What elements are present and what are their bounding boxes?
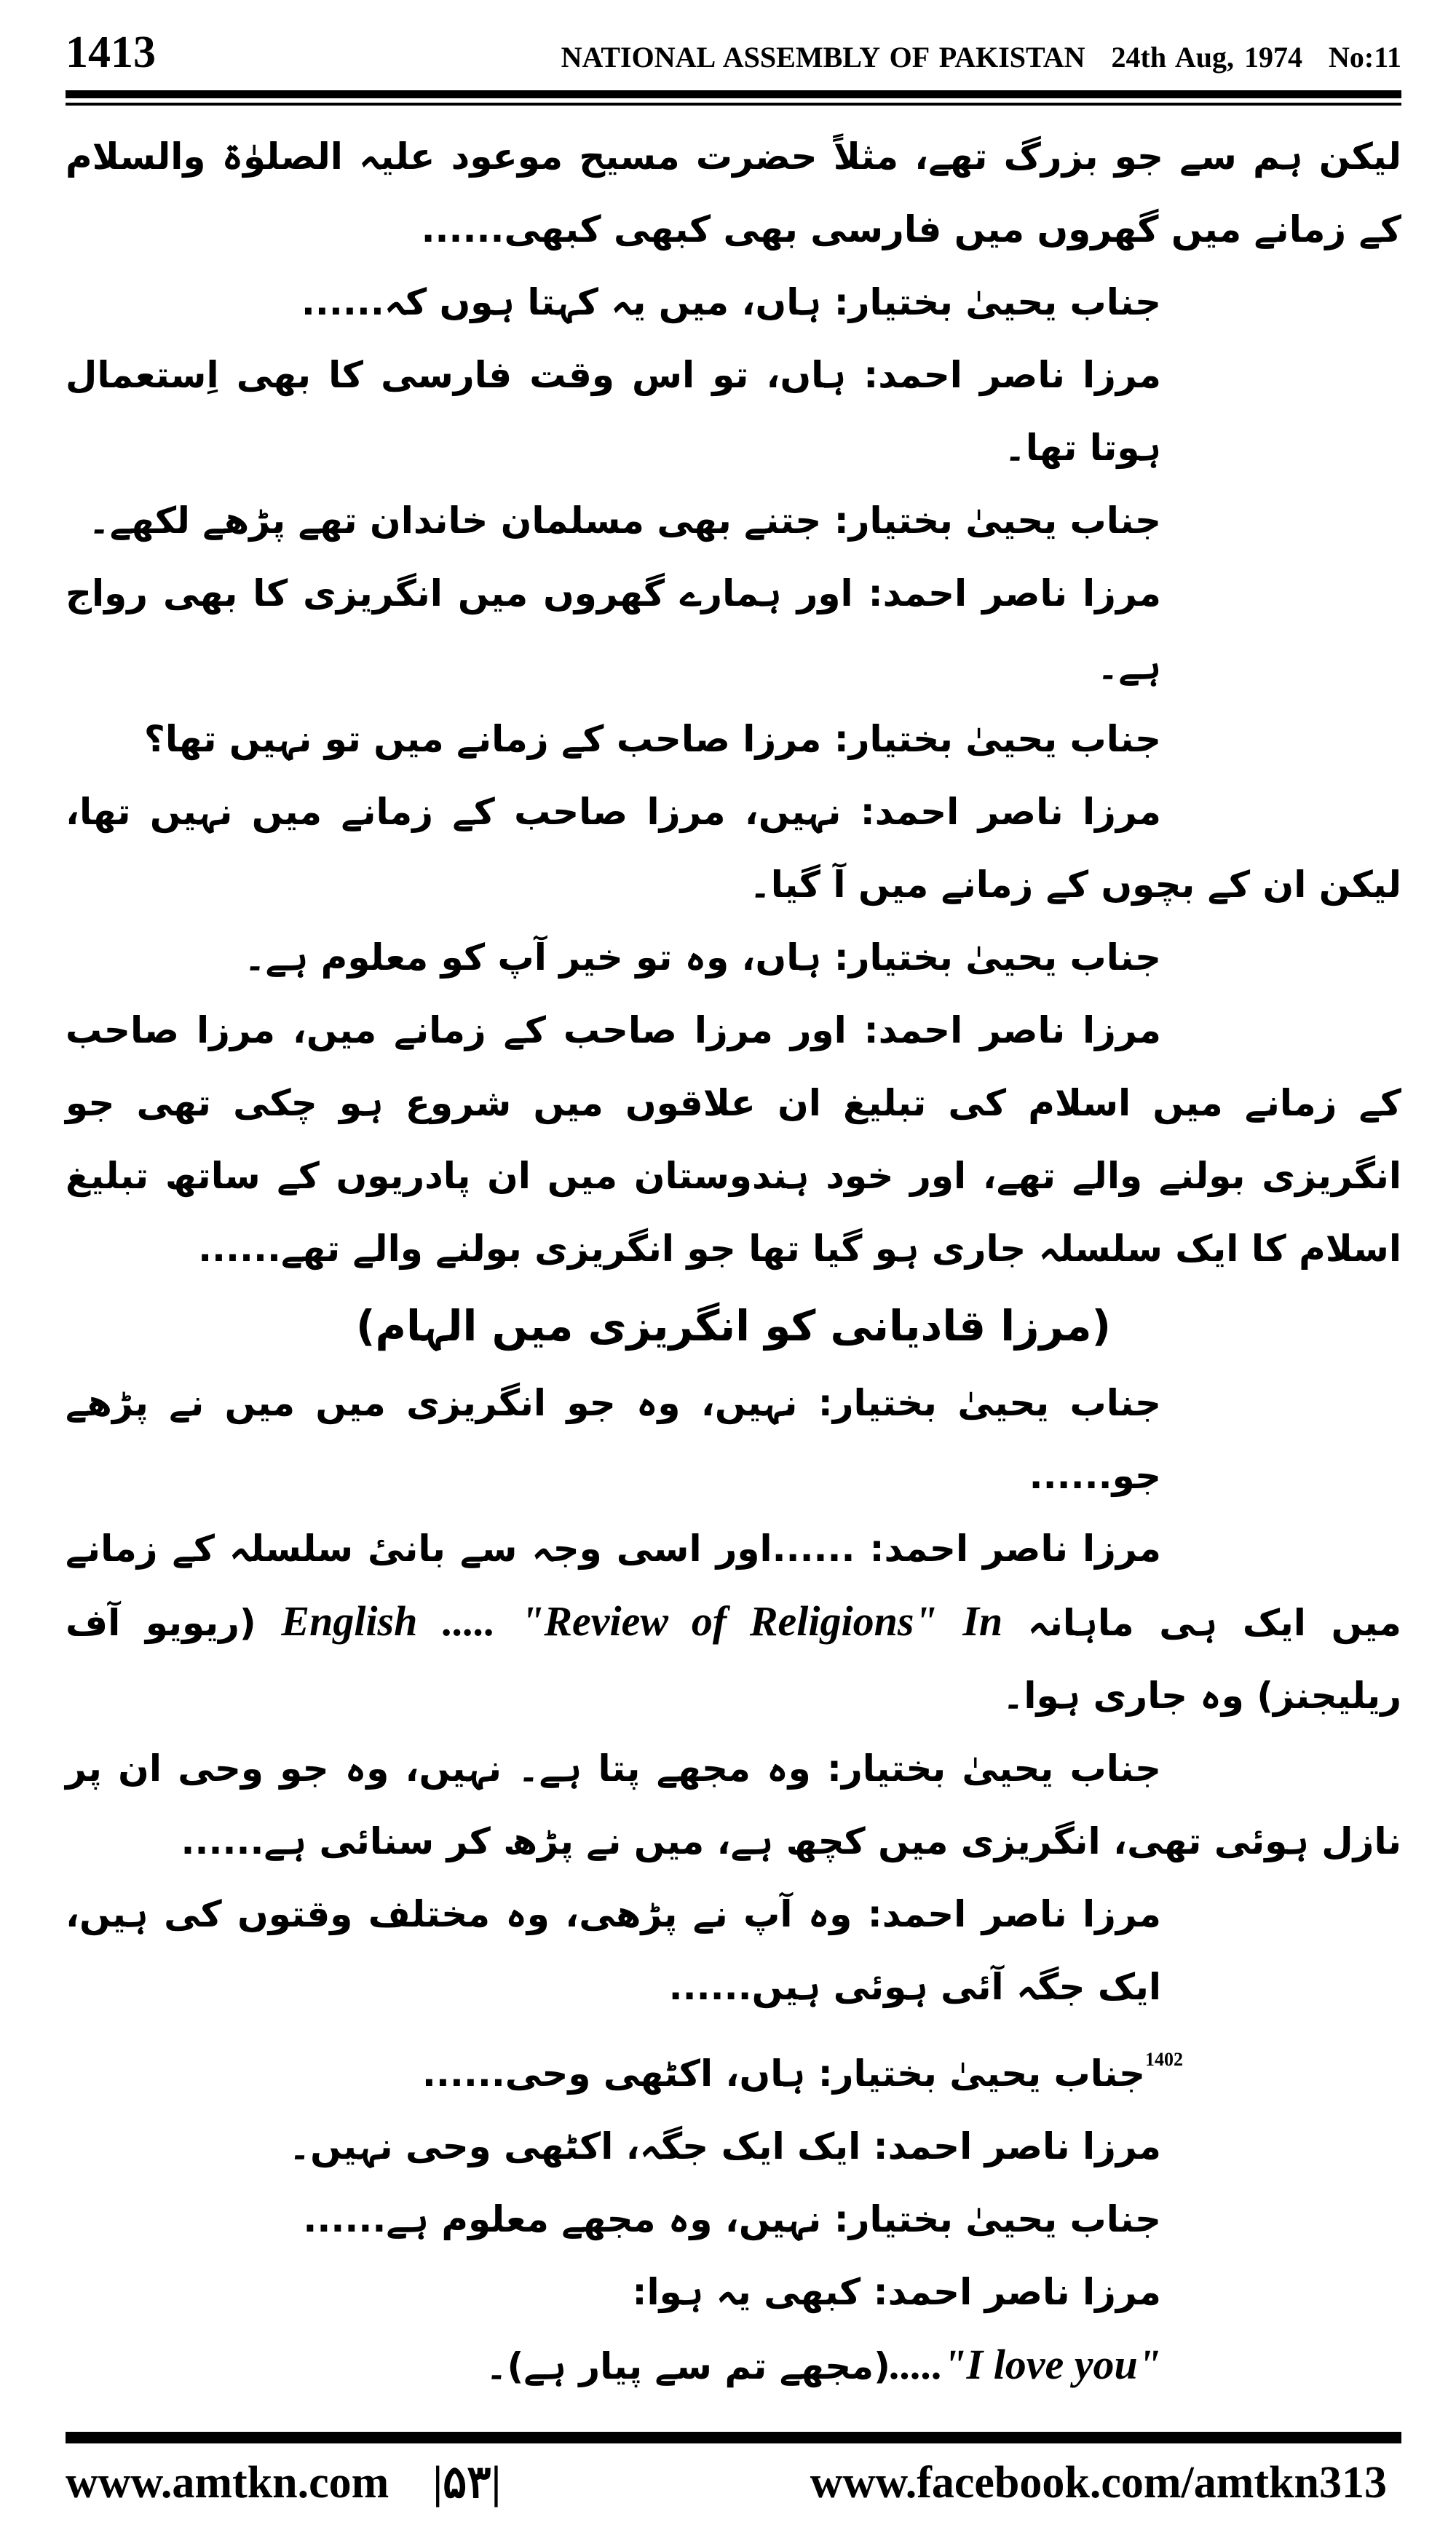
dialogue-line: مرزا ناصر احمد: ایک ایک جگہ، اکٹھی وحی نہیں۔ <box>288 2125 1161 2167</box>
speaker-name: جناب یحییٰ بختیار: <box>834 718 1161 760</box>
dialogue-line: مرزا ناصر احمد: کبھی یہ ہوا: <box>632 2271 1161 2313</box>
speaker-name: جناب یحییٰ بختیار: <box>834 2198 1161 2240</box>
dialogue-line: مرزا ناصر احمد: اور ہمارے گھروں میں انگریزی کا بھی رواج ہے۔ <box>66 572 1161 687</box>
header-rule-thick <box>66 90 1401 98</box>
page-number: 1413 <box>66 28 156 77</box>
dialogue-line: مرزا ناصر احمد: وہ آپ نے پڑھی، وہ مختلف وقتوں کی ہیں، ایک جگہ آئی ہوئی ہیں...... <box>66 1893 1161 2008</box>
speaker-name: مرزا ناصر احمد: <box>863 354 1161 396</box>
speaker-name: مرزا ناصر احمد: <box>860 791 1161 833</box>
dialogue-line: جناب یحییٰ بختیار: ہاں، میں یہ کہتا ہوں کہ...... <box>301 281 1161 323</box>
dialogue-line: جناب یحییٰ بختیار: مرزا صاحب کے زمانے میں تو نہیں تھا؟ <box>143 718 1161 760</box>
running-header <box>66 25 1401 80</box>
section-heading: (مرزا قادیانی کو انگریزی میں الہام) <box>355 1301 1112 1351</box>
dialogue-line: $^{1402}$جناب یحییٰ بختیار: ہاں، اکٹھی وحی...... <box>422 2049 1183 2095</box>
speaker-name: جناب یحییٰ بختیار: <box>834 936 1161 979</box>
dialogue-line: جناب یحییٰ بختیار: نہیں، وہ مجھے معلوم ہے...... <box>303 2198 1161 2240</box>
speaker-name: جناب یحییٰ بختیار: <box>834 499 1161 542</box>
speaker-name: مرزا ناصر احمد: <box>867 1893 1161 1935</box>
running-header-text <box>535 40 1401 74</box>
speaker-name: جناب یحییٰ بختیار: <box>826 1747 1161 1790</box>
header-date: 24th Aug, 1974 <box>1111 41 1302 74</box>
speaker-name: جناب یحییٰ بختیار: <box>818 1382 1161 1424</box>
footer-rule <box>66 2432 1401 2443</box>
header-issue: No:11 <box>1329 41 1401 74</box>
speaker-name: مرزا ناصر احمد: <box>868 572 1161 614</box>
speaker-name: جناب یحییٰ بختیار: <box>818 2052 1145 2095</box>
speaker-name: مرزا ناصر احمد: <box>863 1009 1161 1051</box>
dialogue-line: "I love you".....(مجھے تم سے پیار ہے)۔ <box>486 2341 1161 2388</box>
marginal-page-number: 1402 <box>1145 2049 1183 2070</box>
dialogue-line: مرزا ناصر احمد: اور مرزا صاحب کے زمانے میں، مرزا صاحب کے زمانے میں اسلام کی تبلیغ ان علاقوں میں شروع ہو چکی تھی جو انگریزی بولنے والے تھے، اور خود ہندوستان میں ان پادریوں کے ساتھ تبلیغ اسلام کا ایک سلسلہ جاری ہو گیا تھا جو انگریزی بولنے والے تھے...... <box>66 1009 1401 1270</box>
transcript-body <box>66 106 1401 2403</box>
speaker-name: مرزا ناصر احمد: <box>873 2271 1161 2313</box>
speaker-name: جناب یحییٰ بختیار: <box>834 281 1161 323</box>
speaker-name: مرزا ناصر احمد: <box>869 1528 1161 1570</box>
header-title: NATIONAL ASSEMBLY OF PAKISTAN <box>561 41 1085 74</box>
footer-page-number: |۵۳| <box>432 2458 502 2508</box>
dialogue-line: مرزا ناصر احمد: ......اور اسی وجہ سے بانیٔ سلسلہ کے زمانے میں ایک ہی ماہانہ In "Review of Religions" ..... English (ریویو آف ریلیجنز) وہ جاری ہوا۔ <box>66 1528 1401 1717</box>
dialogue-line: جناب یحییٰ بختیار: جتنے بھی مسلمان خاندان تھے پڑھے لکھے۔ <box>88 499 1161 542</box>
dialogue-line: جناب یحییٰ بختیار: ہاں، وہ تو خیر آپ کو معلوم ہے۔ <box>244 936 1161 979</box>
footer <box>66 2454 1401 2512</box>
paragraph: لیکن ہم سے جو بزرگ تھے، مثلاً حضرت مسیح موعود علیہ الصلوٰۃ والسلام کے زمانے میں گھروں میں فارسی بھی کبھی کبھی...... <box>66 135 1401 250</box>
dialogue-line: جناب یحییٰ بختیار: وہ مجھے پتا ہے۔ نہیں، وہ جو وحی ان پر نازل ہوئی تھی، انگریزی میں کچھ ہے، میں نے پڑھ کر سنائی ہے...... <box>66 1747 1401 1862</box>
footer-website-link[interactable]: www.amtkn.com <box>66 2458 389 2508</box>
speaker-name: مرزا ناصر احمد: <box>873 2125 1161 2167</box>
dialogue-line: مرزا ناصر احمد: نہیں، مرزا صاحب کے زمانے میں نہیں تھا، لیکن ان کے بچوں کے زمانے میں آ گیا۔ <box>66 791 1401 906</box>
footer-facebook-link[interactable]: www.facebook.com/amtkn313 <box>810 2458 1387 2508</box>
dialogue-line: جناب یحییٰ بختیار: نہیں، وہ جو انگریزی میں میں نے پڑھے جو...... <box>66 1382 1161 1497</box>
dialogue-line: مرزا ناصر احمد: ہاں، تو اس وقت فارسی کا بھی اِستعمال ہوتا تھا۔ <box>66 354 1161 469</box>
